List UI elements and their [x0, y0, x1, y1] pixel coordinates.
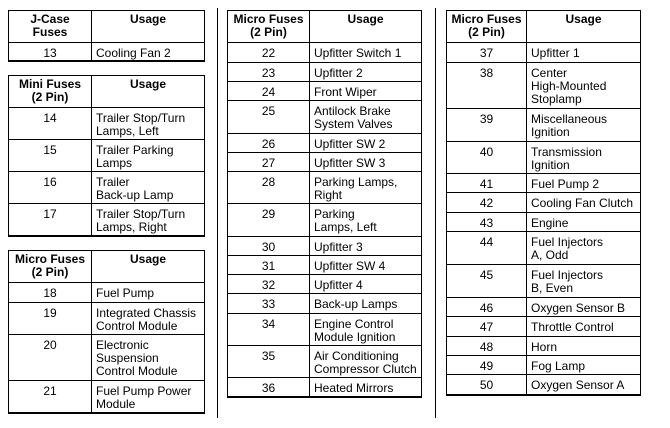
usage-line: Lamps, Left [96, 124, 159, 138]
table-row [9, 381, 205, 413]
fuse-usage [310, 294, 422, 314]
usage-line: Ignition [531, 158, 570, 172]
usage-line: Lamps [96, 156, 133, 170]
usage-column-header: Usage [310, 11, 422, 43]
usage-line: Lamps, Right [96, 220, 167, 234]
fuse-usage [92, 303, 205, 335]
fuse-usage [92, 172, 205, 204]
table-row [228, 204, 422, 237]
usage-line: Center [531, 66, 568, 80]
usage-line: Ignition [531, 125, 570, 139]
table-row [447, 337, 641, 356]
fuse-number: 13 [9, 43, 92, 62]
usage-line: Back-up Lamp [96, 188, 174, 202]
fuse-number: 35 [228, 346, 310, 378]
table-row [228, 256, 422, 275]
column-divider-left [217, 8, 218, 418]
table-row [228, 153, 422, 172]
usage-line: High-Mounted [531, 79, 607, 93]
fuse-usage [92, 283, 205, 303]
fuse-column-header: Micro Fuses (2 Pin) [9, 251, 92, 283]
fuse-number: 41 [447, 174, 527, 193]
fuse-number: 36 [228, 378, 310, 397]
fuse-number: 22 [228, 43, 310, 63]
table-row [9, 204, 205, 236]
table-row [447, 174, 641, 193]
table-row [9, 43, 205, 62]
table-row [228, 172, 422, 204]
table-row [228, 275, 422, 294]
fuse-usage [527, 375, 641, 395]
fuse-number: 20 [9, 335, 92, 381]
usage-line: Antilock Brake [314, 104, 391, 118]
usage-line: Fuel Injectors [531, 235, 604, 249]
usage-line: Cooling Fan Clutch [531, 196, 634, 210]
fuse-usage [527, 232, 641, 265]
fuse-column-header: J-Case Fuses [9, 11, 92, 43]
fuse-usage [310, 275, 422, 294]
usage-line: Control Module [96, 319, 178, 333]
table-row [9, 108, 205, 140]
usage-line: Upfitter Switch 1 [314, 46, 402, 60]
usage-line: Oxygen Sensor B [531, 301, 626, 315]
usage-line: Integrated Chassis [96, 306, 197, 320]
fuse-number: 48 [447, 337, 527, 356]
micro-fuses-table-3 [446, 10, 641, 396]
usage-line: Compressor Clutch [314, 362, 417, 376]
fuse-number: 44 [447, 232, 527, 265]
usage-line: Trailer Stop/Turn [96, 207, 186, 221]
fuse-number: 25 [228, 101, 310, 134]
fuse-usage [527, 174, 641, 193]
fuse-number: 19 [9, 303, 92, 335]
usage-line: Front Wiper [314, 85, 377, 99]
usage-line: Trailer [96, 175, 130, 189]
usage-line: Upfitter 2 [314, 66, 363, 80]
usage-line: Parking Lamps, [314, 175, 398, 189]
usage-line: Right [314, 188, 343, 202]
micro-fuses-table-2 [227, 10, 422, 398]
fuse-usage [310, 314, 422, 346]
usage-line: Fuel Pump Power [96, 384, 192, 398]
fuse-number: 17 [9, 204, 92, 236]
fuse-usage [310, 172, 422, 204]
table-row [228, 63, 422, 82]
table-row [228, 43, 422, 63]
fuse-number: 23 [228, 63, 310, 82]
usage-line: Suspension [96, 351, 159, 365]
fuse-number: 34 [228, 314, 310, 346]
jcase-fuses-table [8, 10, 205, 62]
mini-fuses-table [8, 75, 205, 237]
fuse-number: 14 [9, 108, 92, 140]
fuse-number: 45 [447, 265, 527, 298]
fuse-usage [527, 298, 641, 317]
fuse-number: 46 [447, 298, 527, 317]
fuse-number: 42 [447, 193, 527, 213]
fuse-number: 26 [228, 134, 310, 153]
fuse-usage [527, 109, 641, 142]
usage-line: B, Even [531, 281, 574, 295]
fuse-column-header: Micro Fuses (2 Pin) [447, 11, 527, 43]
usage-line: Module [96, 397, 136, 411]
usage-line: Fuel Pump 2 [531, 177, 600, 191]
table-row [447, 63, 641, 109]
usage-line: A, Odd [531, 248, 569, 262]
usage-line: Fuel Injectors [531, 268, 604, 282]
fuse-number: 31 [228, 256, 310, 275]
table-row [228, 237, 422, 256]
fuse-number: 32 [228, 275, 310, 294]
fuse-usage [310, 134, 422, 153]
fuse-usage [310, 237, 422, 256]
usage-line: Stoplamp [531, 92, 582, 106]
usage-line: Fog Lamp [531, 359, 586, 373]
fuse-usage [527, 43, 641, 63]
micro-fuses-table-1 [8, 250, 205, 414]
fuse-usage [527, 142, 641, 174]
table-row [447, 43, 641, 63]
fuse-usage [310, 82, 422, 101]
fuse-usage [92, 108, 205, 140]
usage-column-header: Usage [92, 251, 205, 283]
fuse-usage [92, 204, 205, 236]
fuse-number: 24 [228, 82, 310, 101]
usage-line: Upfitter SW 4 [314, 259, 386, 273]
usage-line: System Valves [314, 117, 393, 131]
usage-line: Heated Mirrors [314, 381, 394, 395]
usage-line: Module Ignition [314, 330, 396, 344]
column-divider-right [435, 8, 436, 418]
fuse-number: 38 [447, 63, 527, 109]
usage-line: Upfitter SW 2 [314, 137, 386, 151]
fuse-number: 21 [9, 381, 92, 413]
fuse-usage [527, 265, 641, 298]
fuse-usage [310, 101, 422, 134]
fuse-usage [527, 213, 641, 232]
fuse-column-header: Mini Fuses (2 Pin) [9, 76, 92, 108]
table-row [228, 378, 422, 397]
fuse-usage [310, 256, 422, 275]
usage-line: Electronic [96, 338, 149, 352]
fuse-number: 37 [447, 43, 527, 63]
usage-line: Transmission [531, 145, 602, 159]
fuse-usage [310, 346, 422, 378]
fuse-number: 47 [447, 317, 527, 337]
fuse-usage [92, 43, 205, 62]
usage-line: Back-up Lamps [314, 297, 398, 311]
fuse-number: 28 [228, 172, 310, 204]
usage-line: Air Conditioning [314, 349, 399, 363]
usage-line: Engine Control [314, 317, 394, 331]
fuse-number: 16 [9, 172, 92, 204]
usage-column-header: Usage [92, 76, 205, 108]
fuse-number: 33 [228, 294, 310, 314]
fuse-number: 50 [447, 375, 527, 395]
table-row [447, 356, 641, 375]
fuse-column-header: Micro Fuses (2 Pin) [228, 11, 310, 43]
table-row [228, 82, 422, 101]
usage-line: Trailer Parking [96, 143, 174, 157]
fuse-usage [310, 378, 422, 397]
table-row [9, 335, 205, 381]
fuse-usage [527, 356, 641, 375]
usage-line: Horn [531, 340, 558, 354]
fuse-number: 40 [447, 142, 527, 174]
fuse-number: 15 [9, 140, 92, 172]
fuse-number: 29 [228, 204, 310, 237]
table-row [447, 265, 641, 298]
table-row [228, 294, 422, 314]
table-row [447, 142, 641, 174]
table-row [447, 213, 641, 232]
table-row [447, 109, 641, 142]
usage-line: Engine [531, 216, 569, 230]
fuse-usage [527, 317, 641, 337]
fuse-usage [527, 63, 641, 109]
table-row [9, 303, 205, 335]
usage-line: Upfitter 3 [314, 240, 363, 254]
table-row [9, 172, 205, 204]
table-row [447, 317, 641, 337]
table-row [228, 101, 422, 134]
fuse-usage [527, 337, 641, 356]
usage-line: Fuel Pump [96, 286, 155, 300]
fuse-number: 30 [228, 237, 310, 256]
table-row [9, 283, 205, 303]
fuse-usage [310, 153, 422, 172]
fuse-usage [92, 140, 205, 172]
fuse-usage [527, 193, 641, 213]
usage-column-header: Usage [527, 11, 641, 43]
usage-line: Oxygen Sensor A [531, 378, 625, 392]
usage-line: Lamps, Left [314, 220, 377, 234]
table-row [9, 140, 205, 172]
table-row [447, 232, 641, 265]
fuse-usage [92, 381, 205, 413]
fuse-usage [310, 43, 422, 63]
table-row [228, 134, 422, 153]
fuse-usage [310, 204, 422, 237]
fuse-number: 43 [447, 213, 527, 232]
fuse-usage [310, 63, 422, 82]
usage-line: Upfitter 4 [314, 278, 363, 292]
fuse-number: 27 [228, 153, 310, 172]
table-row [447, 298, 641, 317]
usage-line: Upfitter 1 [531, 46, 580, 60]
fuse-number: 39 [447, 109, 527, 142]
table-row [228, 314, 422, 346]
fuse-number: 18 [9, 283, 92, 303]
table-row [447, 193, 641, 213]
usage-line: Parking [314, 207, 355, 221]
fuse-usage [92, 335, 205, 381]
fuse-number: 49 [447, 356, 527, 375]
table-row [447, 375, 641, 395]
usage-line: Cooling Fan 2 [96, 46, 171, 60]
usage-line: Throttle Control [531, 320, 614, 334]
usage-column-header: Usage [92, 11, 205, 43]
usage-line: Control Module [96, 364, 178, 378]
usage-line: Miscellaneous [531, 112, 608, 126]
usage-line: Upfitter SW 3 [314, 156, 386, 170]
table-row [228, 346, 422, 378]
usage-line: Trailer Stop/Turn [96, 111, 186, 125]
